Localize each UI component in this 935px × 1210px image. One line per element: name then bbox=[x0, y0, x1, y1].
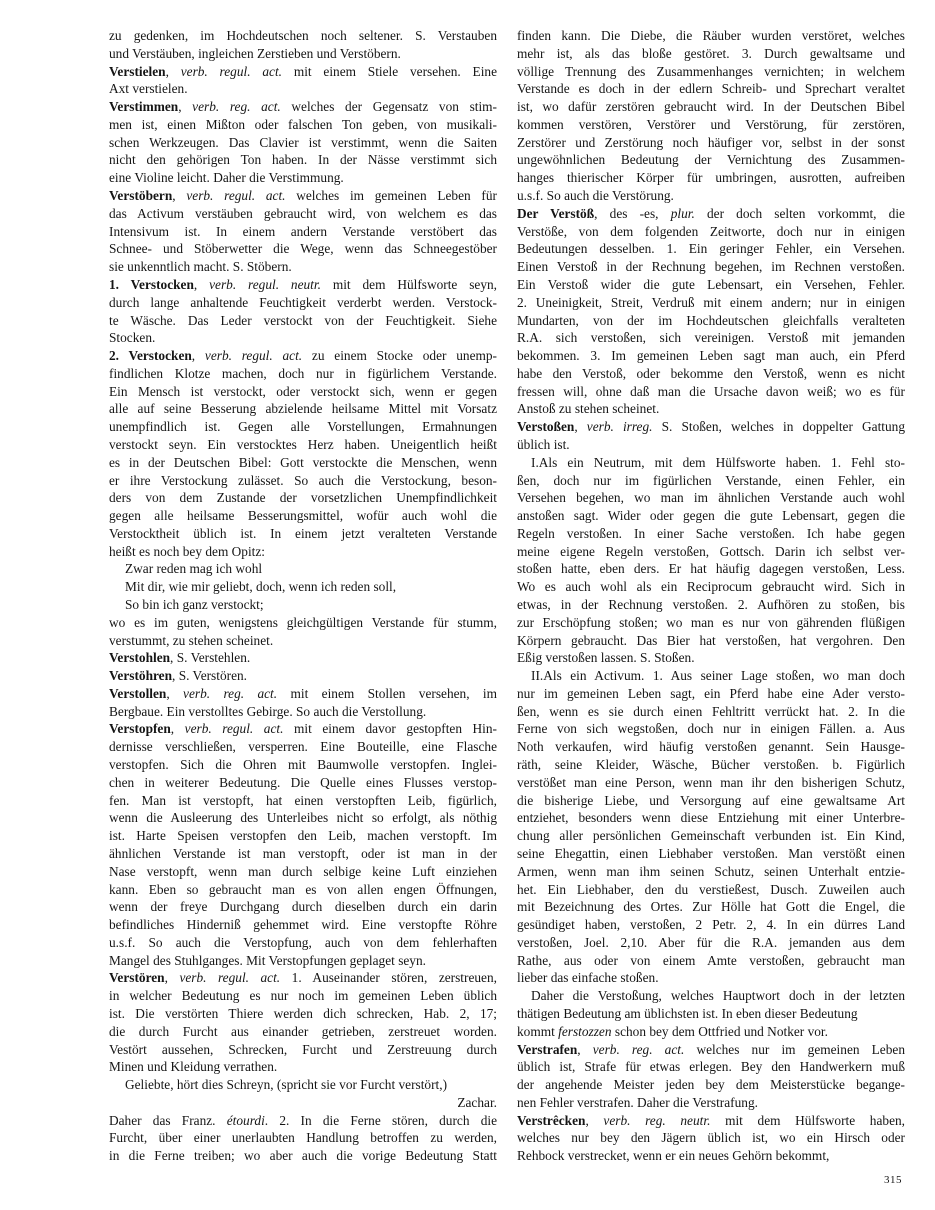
text-line: verstoßen, Joel. 2,10. Aber für die R.A. jemanden aus dem bbox=[517, 934, 905, 950]
page-number: 315 bbox=[884, 1174, 902, 1186]
dictionary-entry bbox=[109, 98, 497, 187]
text-line: finden kann. Die Diebe, die Räuber wurden verstöret, welches bbox=[517, 28, 905, 43]
text-line: Verstielen, verb. regul. act. mit einem Stiele versehen. Eine bbox=[109, 63, 497, 79]
text-run: mit dem Hülfsworte haben, bbox=[725, 1112, 905, 1128]
grammar-label: verb. regul. act. bbox=[179, 970, 281, 986]
text-line: wenn der freye Durchgang durch dieselben durch ein darin bbox=[109, 899, 497, 915]
text-line: Eßig verstoßen lassen. S. Stoßen. bbox=[517, 650, 695, 666]
headword: Verstimmen bbox=[109, 99, 179, 115]
text-line: Intensivum ist. In einem andern Verstande verstöbert das bbox=[109, 223, 497, 239]
text-run: mit einem Stollen versehen, im bbox=[290, 685, 497, 701]
text-line: Stocken. bbox=[109, 330, 156, 346]
text-line: Rehbock verstrecket, wenn er ein neues Gehörn bekommt, bbox=[517, 1148, 830, 1164]
text-line: nur im gemeinen Leben sagt, ein Pferd habe eine Ader versto- bbox=[517, 685, 905, 701]
text-run: Daher das Franz. bbox=[109, 1112, 216, 1128]
text-line: Mundarten, von der im Hochdeutschen gleichfalls veralteten bbox=[517, 312, 905, 328]
text-run: schon bey dem Ottfried und Notker vor. bbox=[614, 1023, 828, 1039]
text-line: lieber das einfache stoßen. bbox=[517, 970, 659, 986]
text-line: Verstöße, von dem folgenden Zeitworte, doch nur in einigen bbox=[517, 223, 905, 239]
text-line: zu gedenken, im Hochdeutschen noch seltener. S. Verstauben bbox=[109, 28, 497, 43]
text-line: verstockt seyn. Ein verstocktes Herz haben. Uneigentlich heißt bbox=[109, 436, 497, 452]
text-line: fen. Man ist verstopft, hat einen verstopften Leib, figürlich, bbox=[109, 792, 497, 808]
left-column bbox=[109, 27, 497, 1165]
text-line: 1. Verstocken, verb. regul. neutr. mit dem Hülfsworte seyn, bbox=[109, 276, 497, 292]
text-run: S. Verstehlen. bbox=[176, 650, 251, 666]
text-line: Zerstörer und Zerstörung noch häufiger vor, selbst in der sonst bbox=[517, 134, 905, 150]
text-line: ist, wo dafür zerstören gebraucht wird. In der Deutschen Bibel bbox=[517, 99, 905, 115]
text-line: ist. Harte Speisen verstopfen den Leib, machen verstopft. Im bbox=[109, 828, 497, 844]
text-line: üblich ist, Strafe für etwas erlegen. Bey den Handwerkern muß bbox=[517, 1059, 905, 1075]
text-line: seine Ehegattin, einen Liebhaber verstoßen. Man verstößt einen bbox=[517, 845, 905, 861]
text-run: S. Verstören. bbox=[178, 668, 248, 684]
text-line: etwas, in der Rechnung verstoßen. 2. Aufhören zu stoßen, bis bbox=[517, 597, 905, 612]
text-line: in welcher Bedeutung es nur noch im gemeinen Leben üblich bbox=[109, 988, 497, 1004]
headword: Verstopfen bbox=[109, 721, 171, 737]
text-line: üblich ist. bbox=[517, 436, 570, 452]
text-run: , des -es, bbox=[594, 205, 659, 221]
text-run: mit einem davor gestopften Hin- bbox=[294, 721, 497, 737]
text-line: bekommen. 3. Im gemeinen Leben sagt man auch, ein Pferd bbox=[517, 348, 905, 364]
dictionary-entry bbox=[109, 187, 497, 276]
text-line: II.Als ein Activum. 1. Aus seiner Lage stoßen, wo man doch bbox=[531, 668, 905, 684]
text-line: Verstimmen, verb. reg. act. welches der Gegensatz von stim- bbox=[109, 99, 497, 115]
dictionary-entry bbox=[109, 667, 497, 685]
text-line: u.s.f. So auch die Verstopfung, auch von dem fehlerhaften bbox=[109, 934, 497, 950]
headword: Verstöhren bbox=[109, 668, 173, 684]
text-line: Versehen begehen, wo man im ähnlichen Verstande auch wohl bbox=[517, 490, 905, 506]
entry-paragraph bbox=[517, 1023, 905, 1041]
text-line: Mangel des Stuhlganges. Mit Verstopfungen geplaget seyn. bbox=[109, 952, 426, 968]
headword: Verstrafen bbox=[517, 1041, 578, 1057]
text-run: welches der Gegensatz von stim- bbox=[291, 99, 497, 115]
text-line: Noth verkaufen, wird häufig verstoßen genannt. Sein Hausge- bbox=[517, 739, 905, 755]
text-line: ders von dem Zustande der vorsetzlichen Unempfindlichkeit bbox=[109, 490, 497, 506]
text-line: chung aller persönlichen Gemeinschaft verbunden ist. Ein Kind, bbox=[517, 828, 905, 844]
text-line: gegen alle heilsame Besserungsmittel, wofür auch wohl die bbox=[109, 508, 497, 524]
text-line: schen Werkzeugen. Das Clavier ist verstimmt, wenn die Saiten bbox=[109, 134, 497, 150]
text-line: Schnee- und Stöberwetter die Wege, wenn das Schneegestöber bbox=[109, 241, 497, 257]
grammar-label: verb. reg. neutr. bbox=[603, 1112, 711, 1128]
foreign-word: ferstozzen bbox=[558, 1023, 612, 1039]
text-line: stoßen hatte, eben ders. Er hat häufig dagegen verstoßen, Less. bbox=[517, 561, 905, 577]
dictionary-entry bbox=[109, 63, 497, 99]
text-line: Daher die Verstoßung, welches Hauptwort doch in der letzten bbox=[531, 988, 905, 1004]
text-line: wenn die Ausleerung des Unterleibes nicht so erfolgt, als nöthig bbox=[109, 810, 497, 826]
text-run: zu einem Stocke oder unemp- bbox=[311, 348, 497, 364]
text-line: chen in weiterer Bedeutung. Die Quelle eines Flusses verstop- bbox=[109, 774, 497, 790]
text-line: Verstollen, verb. reg. act. mit einem Stollen versehen, im bbox=[109, 685, 497, 701]
headword: 1. Verstocken bbox=[109, 276, 194, 292]
grammar-label: verb. reg. act. bbox=[192, 99, 281, 115]
dictionary-entry bbox=[517, 205, 905, 418]
text-line: Rathe, aus oder von einem Amte verstoßen, gebraucht man bbox=[517, 952, 905, 968]
text-line: Verstrêcken, verb. reg. neutr. mit dem Hülfsworte haben, bbox=[517, 1112, 905, 1128]
text-line: nicht den gehörigen Ton haben. In der Nässe verstimmt sich bbox=[109, 152, 497, 168]
text-line: Verstrafen, verb. reg. act. welches nur im gemeinen Leben bbox=[517, 1041, 905, 1057]
text-line: hanges thierischer Körper für umbringen, ausrotten, aufreiben bbox=[517, 170, 905, 186]
text-line: Bergbaue. Ein verstolltes Gebirge. So auch die Verstollung. bbox=[109, 703, 427, 719]
text-run: welches im gemeinen Leben für bbox=[296, 188, 497, 204]
text-line: Verstoßen, verb. irreg. S. Stoßen, welches in doppelter Gattung bbox=[517, 419, 905, 435]
dictionary-entry bbox=[109, 276, 497, 347]
text-line: Verstöhren, S. Verstören. bbox=[109, 668, 248, 684]
text-line: und Verstäuben, ingleichen Zerstieben und Verstöbern. bbox=[109, 45, 401, 61]
text-line: Verstande es doch in der edlern Schreib- und Sprechart veraltet bbox=[517, 81, 905, 97]
text-line: durch lange anhaltende Feuchtigkeit verderbt werden. Verstock- bbox=[109, 294, 497, 310]
text-line: befindliches Hinderniß gehemmet wird. Eine verstopfte Röhre bbox=[109, 917, 497, 933]
text-line: Vestört aussehen, Schrecken, Furcht und Zerstreuung durch bbox=[109, 1041, 497, 1057]
text-line: die durch Furcht aus einander getrieben, zerstreuet worden. bbox=[109, 1023, 497, 1039]
text-line: heißt es noch bey dem Opitz: bbox=[109, 543, 266, 559]
text-line: das Activum verstäuben gebraucht wird, von welchem es das bbox=[109, 205, 497, 221]
text-line: fressen will, ohne daß man die Ursache davon weiß; wo es für bbox=[517, 383, 905, 399]
text-line: te Wäsche. Das Leder verstockt von der Feuchtigkeit. Siehe bbox=[109, 312, 497, 328]
grammar-label: verb. regul. act. bbox=[204, 348, 303, 364]
text-line: in die Ferne treiben; wo aber auch die vorige Bedeutung Statt bbox=[109, 1148, 497, 1164]
text-line: men ist, einen Mißton oder falschen Ton geben, von musikali- bbox=[109, 116, 497, 132]
text-line: Einen Verstoß in der Rechnung begehen, im Rechnen verstoßen. bbox=[517, 259, 905, 275]
text-line: verstummt, zu stehen scheinet. bbox=[109, 632, 274, 648]
entry-paragraph bbox=[517, 667, 905, 987]
text-line: Verstöbern, verb. regul. act. welches im gemeinen Leben für bbox=[109, 188, 497, 204]
text-line: ßen, doch nur im figürlichen Verstande, einen Fehler, ein bbox=[517, 472, 905, 488]
text-run: S. Stoßen, welches in doppelter Gattung bbox=[661, 419, 905, 435]
headword: Verstöbern bbox=[109, 188, 173, 204]
text-line: anstoßen sagt. Wider oder gegen die gute Lebensart, gegen die bbox=[517, 508, 905, 524]
text-line: ist. Die verstörten Thiere werden dich schrecken, Hab. 2, 17; bbox=[109, 1005, 497, 1021]
text-line: räth, seine Kleider, Wäsche, Bücher verstoßen. b. Figürlich bbox=[517, 757, 905, 773]
text-line: es in der Deutschen Bibel: Gott verstockte die Menschen, wenn bbox=[109, 454, 497, 470]
text-line: Verstohlen, S. Verstehlen. bbox=[109, 650, 251, 666]
verse-line: Mit dir, wie mir geliebt, doch, wenn ich reden soll, bbox=[125, 579, 397, 595]
text-line: nen Fehler verstrafen. Daher die Verstrafung. bbox=[517, 1094, 758, 1110]
entry-paragraph bbox=[517, 27, 905, 205]
verse-line: So bin ich ganz verstockt; bbox=[125, 597, 264, 612]
grammar-label: verb. reg. act. bbox=[183, 685, 278, 701]
headword: Verstollen bbox=[109, 685, 167, 701]
right-column bbox=[517, 27, 905, 1165]
headword: Verstohlen bbox=[109, 650, 171, 666]
text-line: Verstopfen, verb. regul. act. mit einem davor gestopften Hin- bbox=[109, 721, 497, 737]
text-line: Körpern gebraucht. Das Bier hat verstoßen, hat vergohren. Den bbox=[517, 632, 905, 648]
entry-paragraph bbox=[517, 987, 905, 1023]
headword: Verstoßen bbox=[517, 419, 575, 435]
text-line: het. Ein Liebhaber, den du verstießest, Dusch. Zuweilen auch bbox=[517, 881, 905, 897]
text-line bbox=[109, 1112, 497, 1130]
foreign-word: étourdi bbox=[226, 1112, 265, 1128]
verse-line: Zwar reden mag ich wohl bbox=[125, 561, 263, 577]
verse-attribution: Zachar. bbox=[457, 1094, 497, 1110]
text-line: 2. Verstocken, verb. regul. act. zu einem Stocke oder unemp- bbox=[109, 348, 497, 364]
text-line: wo es im guten, wenigstens gleichgültigen Verstande für stumm, bbox=[109, 614, 497, 630]
text-line: Armen, wenn man ihm seinen Schutz, seinen Unterhalt entzie- bbox=[517, 863, 905, 879]
text-line: Bedeutungen desselben. 1. Ein geringer Fehler, ein Versehen. bbox=[517, 241, 905, 257]
text-line: ßen, wenn es sie durch einen Fehltritt verrückt hat. 2. In die bbox=[517, 703, 905, 719]
text-line: die bisherige Liebe, und Versorgung auf eine gewaltsame Art bbox=[517, 792, 905, 808]
dictionary-entry bbox=[517, 418, 905, 454]
text-line: Ferne von sich wegstoßen, doch nur in einigen Fällen. a. Aus bbox=[517, 721, 905, 737]
dictionary-entry bbox=[109, 969, 497, 1076]
text-line: meine eigene Regeln verstoßen, Gottsch. Darin ich selbst ver- bbox=[517, 543, 905, 559]
headword: Verstielen bbox=[109, 63, 166, 79]
dictionary-entry bbox=[109, 720, 497, 969]
text-line: Ein Mensch ist verstockt, oder verstockt sich, wenn er gegen bbox=[109, 383, 497, 399]
text-line: mehr ist, als das bloße gestöret. 3. Durch gewaltsame und bbox=[517, 45, 905, 61]
entry-paragraph bbox=[517, 454, 905, 667]
text-run: 1. Auseinander stören, zerstreuen, bbox=[291, 970, 497, 986]
text-line: Wo es auch wohl als ein Reciprocum gebraucht wird. Sich in bbox=[517, 579, 905, 595]
text-line: mit Bezeichnung des Ortes. Zur Hölle hat Gott die Engel, die bbox=[517, 899, 905, 915]
grammar-label: verb. regul. act. bbox=[180, 63, 283, 79]
headword: Verstrêcken bbox=[517, 1112, 586, 1128]
text-line: völlige Trennung des Zusammenhanges vernichten; in welchem bbox=[517, 63, 905, 79]
text-run: mit einem Stiele versehen. Eine bbox=[293, 63, 497, 79]
text-run: mit dem Hülfsworte seyn, bbox=[332, 276, 497, 292]
text-line: Anstoß zu stehen scheinet. bbox=[517, 401, 660, 417]
text-line: kann. Eben so gebraucht man es von allen engen Öffnungen, bbox=[109, 881, 497, 897]
text-line bbox=[517, 205, 905, 223]
headword: Verstören bbox=[109, 970, 165, 986]
text-line: verstopfen. Sich die Ohren mit Baumwolle verstopfen. Inglei- bbox=[109, 757, 497, 773]
text-line: eine Violine leicht. Daher die Verstimmung. bbox=[109, 170, 344, 186]
text-line: Verstören, verb. regul. act. 1. Auseinander stören, zerstreuen, bbox=[109, 970, 497, 986]
text-line: dernisse verschließen, versperren. Eine Bouteille, eine Flasche bbox=[109, 739, 497, 755]
text-line: kommen verstören, Verstörer und Verstörung, für zerstören, bbox=[517, 116, 905, 132]
text-line: ungewöhnlichen Bedeutung der Vernichtung des Zusammen- bbox=[517, 152, 905, 168]
text-line: verstößet man eine Person, wenn man ihr den bisherigen Schutz, bbox=[517, 774, 905, 790]
text-run: welches nur im gemeinen Leben bbox=[696, 1041, 905, 1057]
text-line: u.s.f. So auch die Verstörung. bbox=[517, 188, 674, 204]
text-line: 2. Uneinigkeit, Streit, Verdruß mit einem andern; nur in einigen bbox=[517, 294, 905, 310]
text-line: ähnlichen Verstande ist man verstopft, oder ist man in der bbox=[109, 845, 497, 861]
dictionary-entry bbox=[109, 685, 497, 721]
grammar-label: verb. regul. neutr. bbox=[209, 276, 321, 292]
dictionary-entry bbox=[109, 649, 497, 667]
text-line: unempfindlich ist. Gegen alle Vorstellungen, Ermahnungen bbox=[109, 419, 497, 435]
text-line: I.Als ein Neutrum, mit dem Hülfsworte haben. 1. Fehl sto- bbox=[531, 454, 905, 470]
entry-paragraph bbox=[109, 27, 497, 63]
dictionary-entry bbox=[517, 1112, 905, 1165]
text-line: welches nur bey den Jägern üblich ist, wo ein Hirsch oder bbox=[517, 1130, 905, 1146]
text-line: Ein Verstoß wider die gute Lebensart, ein Versehen, Fehler. bbox=[517, 276, 905, 292]
text-line: er ihre Verstockung zulässet. So auch die Verstockung, beson- bbox=[109, 472, 497, 488]
grammar-label: verb. reg. act. bbox=[592, 1041, 685, 1057]
text-line: Furcht, über einer unerlaubten Handlung betroffen zu werden, bbox=[109, 1130, 497, 1146]
text-line: Axt verstielen. bbox=[109, 81, 188, 97]
dictionary-entry bbox=[517, 1041, 905, 1112]
headword: 2. Verstocken bbox=[109, 348, 192, 364]
text-line: sie unkenntlich macht. S. Stöbern. bbox=[109, 259, 292, 275]
text-line: alle auf seine Besserung abzielende heilsame Mittel mit Vorsatz bbox=[109, 401, 497, 417]
text-line: Regeln verstoßen. In einer Sache verstoßen. Ich habe gegen bbox=[517, 525, 905, 541]
dictionary-entry bbox=[109, 347, 497, 560]
grammar-label: verb. regul. act. bbox=[184, 721, 284, 737]
verse-line: Geliebte, hört dies Schreyn, (spricht sie vor Furcht verstört,) bbox=[125, 1077, 448, 1093]
text-run: . 2. In die Ferne stören, durch die bbox=[264, 1112, 497, 1128]
text-line: R.A. sich verstoßen, sich vereinigen. Verstoß mit jemanden bbox=[517, 330, 905, 346]
entry-paragraph bbox=[109, 614, 497, 650]
text-line: habe den Verstoß, oder bekomme den Verstoß, wenn es nicht bbox=[517, 365, 905, 381]
entry-paragraph bbox=[109, 1112, 497, 1165]
verse-quote bbox=[109, 1076, 497, 1112]
grammar-label: verb. irreg. bbox=[586, 419, 653, 435]
text-line: Nase verstopft, wenn man durch selbige keine Luft einziehen bbox=[109, 863, 497, 879]
headword: Der Verstöß bbox=[517, 205, 595, 221]
text-line: findlichen Klotze machen, doch nur in figürlichem Verstande. bbox=[109, 365, 497, 381]
text-line bbox=[517, 1023, 905, 1041]
verse-quote bbox=[109, 560, 497, 613]
text-line: Verstocktheit üblich ist. In einem jetzt veralteten Verstande bbox=[109, 525, 497, 541]
text-line: der angehende Meister jeden bey dem Meisterstücke begange- bbox=[517, 1077, 905, 1093]
grammar-label: verb. regul. act. bbox=[186, 188, 286, 204]
text-line: zur Erschöpfung stoßen; wo man es nur von gährenden flüßigen bbox=[517, 614, 905, 630]
text-line: gesündiget haben, verstoßen, 2 Petr. 2, 4. In ein dürres Land bbox=[517, 917, 905, 933]
text-run: der doch selten vorkommt, die bbox=[706, 205, 905, 221]
text-run: kommt bbox=[517, 1023, 555, 1039]
text-line: entziehet, besonders wenn diese Entziehung mit einer Unterbre- bbox=[517, 810, 905, 826]
text-line: Minen und Kleidung verrathen. bbox=[109, 1059, 278, 1075]
grammar-label: plur. bbox=[670, 205, 695, 221]
text-line: thätigen Bedeutung am üblichsten ist. In eben dieser Bedeutung bbox=[517, 1005, 858, 1021]
